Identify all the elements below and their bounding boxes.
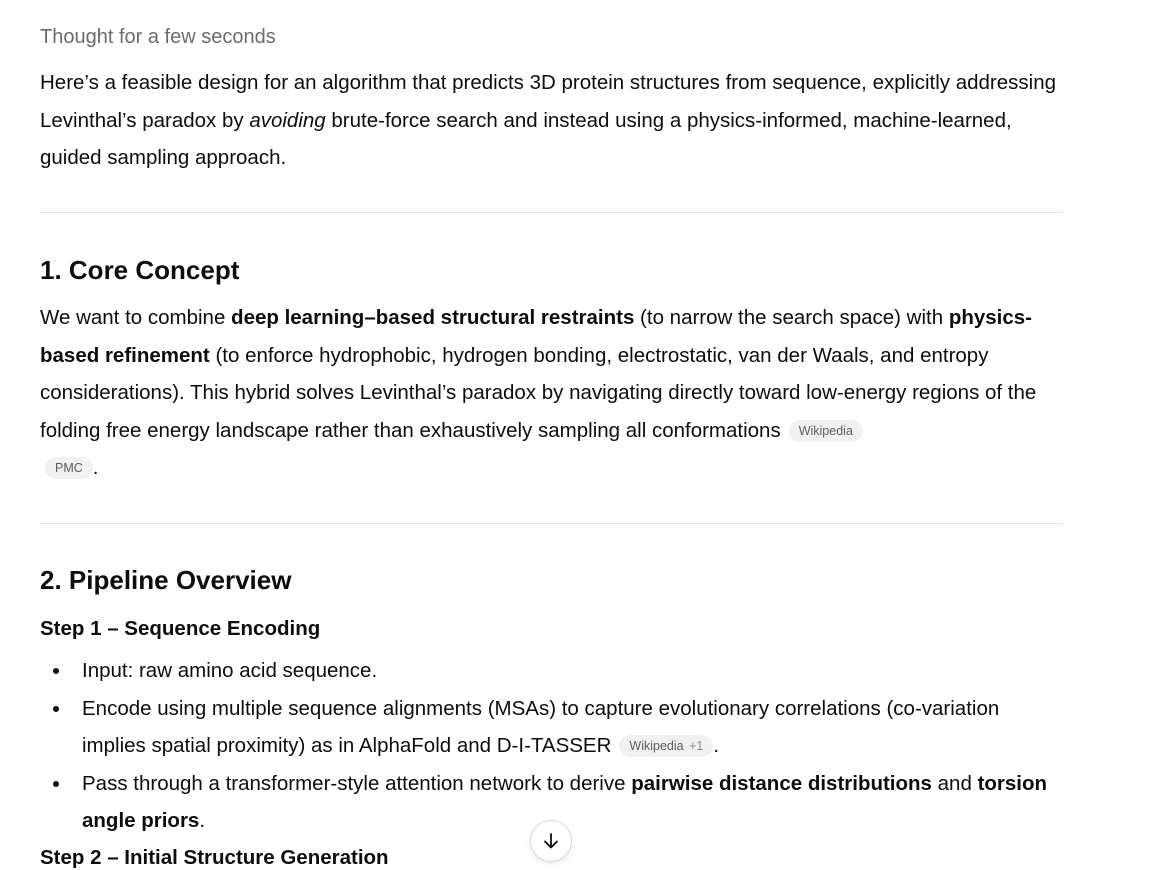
divider xyxy=(40,523,1063,524)
intro-text-1: Here’s a feasible design for an algorithm that predicts 3D protein structures from sequence, explicitly addressing Levinthal’s paradox by xyxy=(40,71,1057,132)
text: . xyxy=(713,734,720,757)
bold-text: physics-based refinement xyxy=(40,306,1032,367)
list-item xyxy=(40,690,1063,765)
section-heading-core-concept: 1. Core Concept xyxy=(40,255,240,285)
text: (to enforce hydrophobic, hydrogen bonding, electrostatic, van der Waals, and entropy considerations). This hybrid solves Levinthal’s paradox by navigating directly toward low-energy regions of the folding free energy landscape rather than exhaustively sampling all conformations xyxy=(40,343,1037,442)
core-concept-paragraph xyxy=(40,299,1063,487)
scroll-to-bottom-button[interactable] xyxy=(530,820,572,862)
text: . xyxy=(199,809,206,832)
bold-text: pairwise distance distributions xyxy=(631,771,932,795)
text: We want to combine xyxy=(40,306,232,329)
bold-text: deep learning–based structural restraints xyxy=(231,306,635,329)
text: . xyxy=(92,456,99,479)
text: Encode using multiple sequence alignments (MSAs) to capture evolutionary correlations (co-variation implies spatial proximity) as in AlphaFold and D-I-TASSER xyxy=(82,696,1000,757)
section-heading-pipeline: 2. Pipeline Overview xyxy=(40,565,292,595)
text: and xyxy=(931,771,978,795)
step-1-heading: Step 1 – Sequence Encoding xyxy=(40,617,321,640)
bold-text: torsion angle priors xyxy=(82,771,1048,832)
step-2-heading: Step 2 – Initial Structure Generation xyxy=(40,846,389,869)
text: Input: raw amino acid sequence. xyxy=(82,659,378,682)
arrow-down-icon xyxy=(541,831,561,851)
intro-paragraph xyxy=(40,64,1063,177)
citation-chip-pmc[interactable]: PMC xyxy=(45,457,93,479)
step-1-list xyxy=(40,652,1063,840)
citation-chip-wikipedia[interactable] xyxy=(619,735,713,757)
text: (to narrow the search space) with xyxy=(634,306,949,329)
list-item xyxy=(40,652,1063,690)
thought-summary[interactable]: Thought for a few seconds xyxy=(40,26,276,48)
text: Pass through a transformer-style attention network to derive xyxy=(82,771,632,795)
chip-count: +1 xyxy=(689,739,704,753)
divider xyxy=(40,212,1063,213)
citation-chip-wikipedia[interactable]: Wikipedia xyxy=(789,420,863,442)
intro-emphasis: avoiding xyxy=(249,108,326,132)
chip-label: Wikipedia xyxy=(629,739,684,753)
intro-text-2: brute-force search and instead using a physics-informed, machine-learned, guided sampling approach. xyxy=(40,108,1012,169)
